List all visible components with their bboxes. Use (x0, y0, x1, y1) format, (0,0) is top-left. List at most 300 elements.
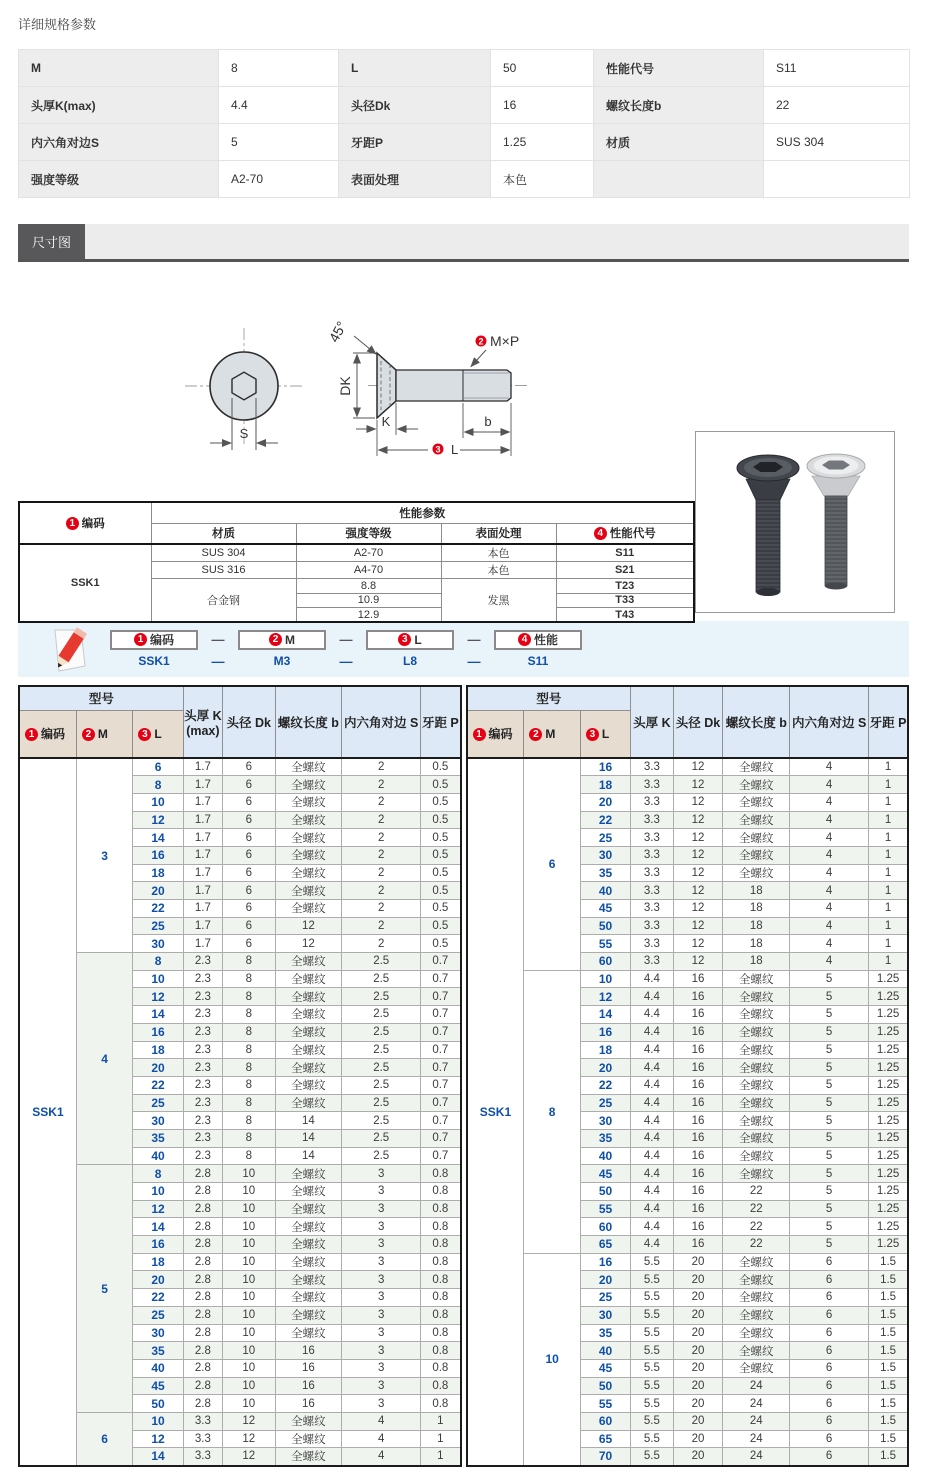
table-row (19, 1412, 461, 1430)
k-cell: 4.4 (631, 1094, 673, 1112)
dk-cell: 20 (673, 1324, 723, 1342)
header-b: 螺纹长度 b (723, 686, 790, 758)
dim-dk-label: DK (337, 376, 353, 396)
spec-row (19, 161, 910, 198)
l-cell: 35 (580, 1324, 630, 1342)
p-cell: 0.7 (421, 988, 461, 1006)
s-cell: 3 (342, 1342, 421, 1360)
p-cell: 0.5 (421, 917, 461, 935)
s-cell: 2.5 (342, 970, 421, 988)
b-cell: 全螺纹 (723, 1147, 790, 1165)
dk-cell: 12 (673, 776, 723, 794)
b-cell: 全螺纹 (275, 1023, 342, 1041)
m-cell: 4 (76, 953, 133, 1165)
dim-l-badge: 3 (435, 444, 441, 455)
dk-cell: 8 (223, 1129, 276, 1147)
l-cell: 20 (580, 793, 630, 811)
k-cell: 2.8 (183, 1289, 222, 1307)
dk-cell: 8 (223, 1147, 276, 1165)
p-cell: 0.7 (421, 1094, 461, 1112)
l-cell: 18 (133, 1041, 183, 1059)
l-cell: 8 (133, 776, 183, 794)
dk-cell: 6 (223, 829, 276, 847)
b-cell: 22 (723, 1218, 790, 1236)
l-cell: 60 (580, 953, 630, 971)
l-cell: 50 (580, 1183, 630, 1201)
b-cell: 全螺纹 (723, 1165, 790, 1183)
k-cell: 5.5 (631, 1448, 673, 1466)
b-cell: 全螺纹 (275, 1165, 342, 1183)
s-cell: 6 (790, 1359, 869, 1377)
perf-grade: 10.9 (296, 593, 441, 608)
dim-angle-label: 45° (325, 318, 350, 345)
l-cell: 18 (133, 864, 183, 882)
b-cell: 22 (723, 1236, 790, 1254)
s-cell: 5 (790, 988, 869, 1006)
b-cell: 全螺纹 (723, 1342, 790, 1360)
dk-cell: 10 (223, 1395, 276, 1413)
s-cell: 2.5 (342, 1094, 421, 1112)
badge-3-icon: 3 (586, 728, 599, 741)
s-cell: 6 (790, 1448, 869, 1466)
k-cell: 2.8 (183, 1342, 222, 1360)
p-cell: 0.5 (421, 900, 461, 918)
order-separator: — (467, 653, 481, 669)
k-cell: 1.7 (183, 917, 222, 935)
b-cell: 全螺纹 (723, 1023, 790, 1041)
p-cell: 0.8 (421, 1165, 461, 1183)
table-row (467, 1253, 909, 1271)
k-cell: 2.3 (183, 1129, 222, 1147)
p-cell: 0.7 (421, 1147, 461, 1165)
spec-label: 头厚K(max) (19, 87, 219, 124)
k-cell: 5.5 (631, 1289, 673, 1307)
screw-silver-head (807, 454, 865, 590)
k-cell: 2.3 (183, 1147, 222, 1165)
dk-cell: 8 (223, 1006, 276, 1024)
p-cell: 0.5 (421, 846, 461, 864)
dk-cell: 10 (223, 1342, 276, 1360)
k-cell: 4.4 (631, 1236, 673, 1254)
p-cell: 1.25 (869, 1183, 908, 1201)
dk-cell: 10 (223, 1236, 276, 1254)
p-cell: 1 (869, 776, 908, 794)
p-cell: 0.5 (421, 758, 461, 776)
s-cell: 6 (790, 1289, 869, 1307)
spec-value (764, 161, 910, 198)
l-cell: 45 (580, 900, 630, 918)
dk-cell: 12 (673, 829, 723, 847)
order-separator: — (467, 632, 481, 647)
badge-1-icon: 1 (473, 728, 486, 741)
s-cell: 4 (790, 793, 869, 811)
l-cell: 40 (580, 1147, 630, 1165)
p-cell: 1.25 (869, 988, 908, 1006)
s-cell: 4 (790, 935, 869, 953)
m-cell: 5 (76, 1165, 133, 1413)
p-cell: 1.5 (869, 1430, 908, 1448)
l-cell: 25 (133, 917, 183, 935)
s-cell: 2.5 (342, 1129, 421, 1147)
dk-cell: 6 (223, 900, 276, 918)
l-cell: 10 (133, 1183, 183, 1201)
b-cell: 全螺纹 (275, 1218, 342, 1236)
badge-4-icon: 4 (594, 527, 607, 540)
p-cell: 0.8 (421, 1324, 461, 1342)
k-cell: 4.4 (631, 1112, 673, 1130)
dimension-table-left (18, 685, 462, 1467)
dimension-drawing-section (18, 262, 909, 621)
dk-cell: 20 (673, 1342, 723, 1360)
b-cell: 全螺纹 (275, 1200, 342, 1218)
k-cell: 5.5 (631, 1271, 673, 1289)
badge-3-icon: 3 (138, 728, 151, 741)
l-cell: 12 (580, 988, 630, 1006)
p-cell: 0.7 (421, 953, 461, 971)
s-cell: 6 (790, 1430, 869, 1448)
s-cell: 6 (790, 1253, 869, 1271)
p-cell: 0.5 (421, 864, 461, 882)
order-value-m: M3 (273, 653, 291, 668)
p-cell: 0.5 (421, 935, 461, 953)
perf-code: T43 (556, 608, 694, 623)
header-b: 螺纹长度 b (275, 686, 342, 758)
k-cell: 1.7 (183, 935, 222, 953)
b-cell: 全螺纹 (275, 1059, 342, 1077)
k-cell: 4.4 (631, 1041, 673, 1059)
b-cell: 24 (723, 1448, 790, 1466)
dk-cell: 8 (223, 1023, 276, 1041)
b-cell: 全螺纹 (723, 864, 790, 882)
s-cell: 6 (790, 1395, 869, 1413)
s-cell: 5 (790, 1183, 869, 1201)
b-cell: 16 (275, 1342, 342, 1360)
s-cell: 4 (790, 811, 869, 829)
dk-cell: 16 (673, 1147, 723, 1165)
l-cell: 14 (133, 829, 183, 847)
l-cell: 20 (133, 1271, 183, 1289)
k-cell: 4.4 (631, 1023, 673, 1041)
dk-cell: 12 (673, 882, 723, 900)
dk-cell: 6 (223, 882, 276, 900)
dk-cell: 16 (673, 1112, 723, 1130)
order-box-code: 1 编码 (110, 630, 198, 650)
s-cell: 2.5 (342, 953, 421, 971)
k-cell: 3.3 (183, 1448, 222, 1466)
header-s: 内六角对边 S (790, 686, 869, 758)
b-cell: 全螺纹 (275, 758, 342, 776)
k-cell: 4.4 (631, 1165, 673, 1183)
p-cell: 1.25 (869, 1147, 908, 1165)
dim-mxp-badge: 2 (478, 336, 484, 347)
b-cell: 22 (723, 1183, 790, 1201)
order-value-l: L8 (402, 653, 417, 668)
s-cell: 5 (790, 1041, 869, 1059)
p-cell: 1 (869, 917, 908, 935)
p-cell: 1.25 (869, 1094, 908, 1112)
s-cell: 5 (790, 1236, 869, 1254)
p-cell: 1.5 (869, 1359, 908, 1377)
dk-cell: 16 (673, 1006, 723, 1024)
b-cell: 全螺纹 (275, 829, 342, 847)
p-cell: 0.8 (421, 1395, 461, 1413)
b-cell: 全螺纹 (723, 758, 790, 776)
l-cell: 14 (133, 1448, 183, 1466)
s-cell: 2 (342, 793, 421, 811)
p-cell: 1.25 (869, 1059, 908, 1077)
s-cell: 5 (790, 970, 869, 988)
p-cell: 0.8 (421, 1306, 461, 1324)
s-cell: 2 (342, 776, 421, 794)
code-cell: SSK1 (19, 758, 76, 1466)
perf-material: SUS 316 (151, 562, 296, 579)
p-cell: 1.5 (869, 1395, 908, 1413)
spec-label: 材质 (594, 124, 764, 161)
s-cell: 3 (342, 1236, 421, 1254)
l-cell: 16 (580, 1023, 630, 1041)
p-cell: 1.5 (869, 1448, 908, 1466)
l-cell: 12 (133, 1200, 183, 1218)
l-cell: 45 (133, 1377, 183, 1395)
k-cell: 5.5 (631, 1377, 673, 1395)
dk-cell: 16 (673, 1041, 723, 1059)
l-cell: 16 (133, 846, 183, 864)
badge-1-icon: 1 (66, 517, 79, 530)
l-cell: 35 (133, 1129, 183, 1147)
dk-cell: 6 (223, 793, 276, 811)
k-cell: 2.8 (183, 1200, 222, 1218)
p-cell: 1 (421, 1448, 461, 1466)
b-cell: 全螺纹 (275, 1430, 342, 1448)
b-cell: 全螺纹 (723, 1253, 790, 1271)
dk-cell: 12 (223, 1448, 276, 1466)
b-cell: 24 (723, 1395, 790, 1413)
k-cell: 2.3 (183, 1059, 222, 1077)
s-cell: 4 (790, 882, 869, 900)
b-cell: 全螺纹 (275, 1448, 342, 1466)
dk-cell: 16 (673, 1200, 723, 1218)
s-cell: 3 (342, 1377, 421, 1395)
b-cell: 16 (275, 1395, 342, 1413)
badge-1-icon: 1 (134, 633, 147, 646)
l-cell: 18 (133, 1253, 183, 1271)
dk-cell: 16 (673, 1076, 723, 1094)
dk-cell: 10 (223, 1218, 276, 1236)
p-cell: 0.7 (421, 1076, 461, 1094)
b-cell: 全螺纹 (723, 1006, 790, 1024)
badge-1-icon: 1 (25, 728, 38, 741)
k-cell: 1.7 (183, 900, 222, 918)
k-cell: 3.3 (631, 900, 673, 918)
p-cell: 1 (869, 758, 908, 776)
header-s: 内六角对边 S (342, 686, 421, 758)
perf-material: SUS 304 (151, 544, 296, 562)
l-cell: 30 (133, 1324, 183, 1342)
header-p: 牙距 P (869, 686, 908, 758)
l-cell: 30 (580, 1306, 630, 1324)
k-cell: 5.5 (631, 1342, 673, 1360)
k-cell: 1.7 (183, 758, 222, 776)
spec-value: 8 (219, 50, 339, 87)
dimension-tables (18, 685, 909, 1467)
dk-cell: 8 (223, 1112, 276, 1130)
k-cell: 2.3 (183, 1006, 222, 1024)
b-cell: 全螺纹 (275, 1041, 342, 1059)
spec-label: 强度等级 (19, 161, 219, 198)
l-cell: 14 (133, 1006, 183, 1024)
s-cell: 5 (790, 1023, 869, 1041)
k-cell: 3.3 (631, 882, 673, 900)
perf-code: S21 (556, 562, 694, 579)
s-cell: 2 (342, 829, 421, 847)
b-cell: 全螺纹 (723, 1324, 790, 1342)
l-cell: 35 (580, 864, 630, 882)
perf-row (19, 544, 694, 562)
p-cell: 0.5 (421, 829, 461, 847)
header-l: 3 L (133, 710, 183, 758)
tab-dimension-drawing[interactable]: 尺寸图 (18, 224, 85, 259)
s-cell: 4 (790, 953, 869, 971)
p-cell: 0.7 (421, 970, 461, 988)
s-cell: 2.5 (342, 988, 421, 1006)
dk-cell: 6 (223, 846, 276, 864)
spec-label: L (339, 50, 491, 87)
b-cell: 全螺纹 (723, 1306, 790, 1324)
dk-cell: 8 (223, 1076, 276, 1094)
spec-value: 22 (764, 87, 910, 124)
b-cell: 全螺纹 (275, 864, 342, 882)
badge-2-icon: 2 (269, 633, 282, 646)
s-cell: 5 (790, 1112, 869, 1130)
p-cell: 0.8 (421, 1342, 461, 1360)
dk-cell: 16 (673, 1218, 723, 1236)
k-cell: 5.5 (631, 1253, 673, 1271)
k-cell: 1.7 (183, 864, 222, 882)
order-value-perf: S11 (527, 653, 549, 668)
k-cell: 4.4 (631, 970, 673, 988)
k-cell: 4.4 (631, 1129, 673, 1147)
s-cell: 3 (342, 1200, 421, 1218)
l-cell: 25 (133, 1306, 183, 1324)
p-cell: 1.25 (869, 1129, 908, 1147)
l-cell: 50 (133, 1395, 183, 1413)
s-cell: 6 (790, 1412, 869, 1430)
l-cell: 12 (133, 988, 183, 1006)
b-cell: 12 (275, 917, 342, 935)
p-cell: 1.25 (869, 1200, 908, 1218)
dk-cell: 10 (223, 1165, 276, 1183)
s-cell: 2 (342, 935, 421, 953)
screw-side-view (326, 319, 530, 457)
pencil-icon (52, 626, 88, 672)
l-cell: 16 (133, 1236, 183, 1254)
dk-cell: 16 (673, 970, 723, 988)
dk-cell: 20 (673, 1448, 723, 1466)
l-cell: 22 (133, 900, 183, 918)
p-cell: 1.5 (869, 1271, 908, 1289)
badge-2-icon: 2 (82, 728, 95, 741)
s-cell: 2 (342, 900, 421, 918)
s-cell: 2.5 (342, 1023, 421, 1041)
k-cell: 1.7 (183, 793, 222, 811)
k-cell: 2.8 (183, 1377, 222, 1395)
dk-cell: 20 (673, 1306, 723, 1324)
l-cell: 12 (133, 1430, 183, 1448)
k-cell: 2.3 (183, 953, 222, 971)
dk-cell: 20 (673, 1289, 723, 1307)
header-l: 3 L (580, 710, 630, 758)
badge-2-icon: 2 (529, 728, 542, 741)
b-cell: 16 (275, 1359, 342, 1377)
l-cell: 60 (580, 1218, 630, 1236)
p-cell: 1.25 (869, 1041, 908, 1059)
l-cell: 50 (580, 1377, 630, 1395)
p-cell: 1.5 (869, 1306, 908, 1324)
k-cell: 4.4 (631, 988, 673, 1006)
dk-cell: 20 (673, 1359, 723, 1377)
k-cell: 5.5 (631, 1324, 673, 1342)
b-cell: 全螺纹 (723, 1076, 790, 1094)
l-cell: 25 (580, 1094, 630, 1112)
b-cell: 全螺纹 (275, 1076, 342, 1094)
l-cell: 16 (580, 1253, 630, 1271)
k-cell: 2.8 (183, 1218, 222, 1236)
s-cell: 4 (790, 900, 869, 918)
s-cell: 4 (790, 917, 869, 935)
p-cell: 1.5 (869, 1377, 908, 1395)
l-cell: 60 (580, 1412, 630, 1430)
dk-cell: 8 (223, 988, 276, 1006)
section-tabbar (18, 224, 909, 262)
s-cell: 5 (790, 1006, 869, 1024)
p-cell: 1.5 (869, 1253, 908, 1271)
p-cell: 1 (869, 882, 908, 900)
k-cell: 3.3 (631, 793, 673, 811)
spec-value: 16 (491, 87, 594, 124)
p-cell: 1.25 (869, 1006, 908, 1024)
p-cell: 0.8 (421, 1200, 461, 1218)
p-cell: 0.5 (421, 811, 461, 829)
b-cell: 22 (723, 1200, 790, 1218)
screw-black (737, 455, 799, 596)
b-cell: 18 (723, 935, 790, 953)
s-cell: 3 (342, 1271, 421, 1289)
b-cell: 全螺纹 (723, 1289, 790, 1307)
b-cell: 24 (723, 1430, 790, 1448)
dk-cell: 6 (223, 811, 276, 829)
k-cell: 1.7 (183, 811, 222, 829)
k-cell: 2.8 (183, 1306, 222, 1324)
m-cell: 6 (524, 758, 581, 970)
l-cell: 10 (133, 1412, 183, 1430)
dk-cell: 12 (673, 953, 723, 971)
k-cell: 2.8 (183, 1359, 222, 1377)
l-cell: 16 (580, 758, 630, 776)
l-cell: 55 (580, 935, 630, 953)
p-cell: 1 (869, 829, 908, 847)
table-row (19, 1165, 461, 1183)
l-cell: 35 (133, 1342, 183, 1360)
header-p: 牙距 P (421, 686, 461, 758)
spec-value: 本色 (491, 161, 594, 198)
technical-drawing (170, 298, 570, 488)
k-cell: 3.3 (631, 953, 673, 971)
s-cell: 2.5 (342, 1112, 421, 1130)
k-cell: 1.7 (183, 776, 222, 794)
dk-cell: 8 (223, 1041, 276, 1059)
s-cell: 2.5 (342, 1059, 421, 1077)
order-box-m: 2 M (238, 630, 326, 650)
